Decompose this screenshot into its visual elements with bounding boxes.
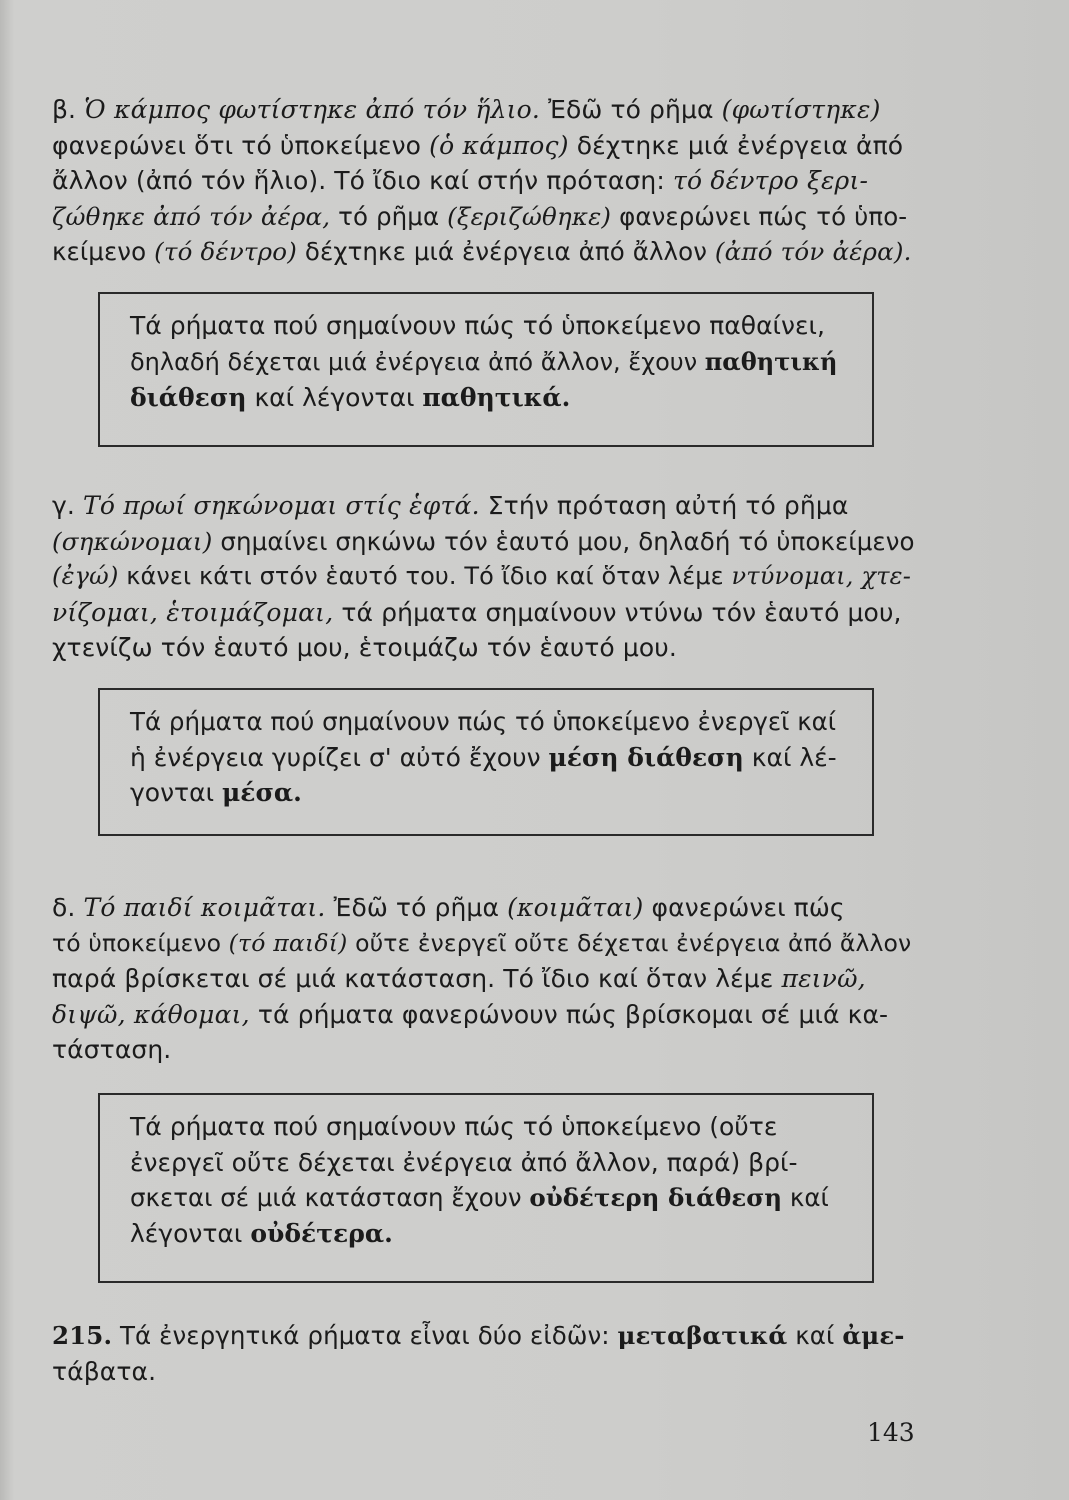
- text: τό ὑποκείμενο: [52, 928, 229, 957]
- text: Στήν πρόταση αὐτή τό ρῆμα: [479, 491, 849, 520]
- rule-text: λέγονται: [130, 1218, 251, 1248]
- text: κείμενο: [52, 237, 155, 266]
- rule-box-passive: [98, 292, 874, 447]
- text: β.: [52, 95, 85, 124]
- example-sentence: Τό παιδί κοιμᾶται.: [83, 893, 326, 922]
- text: τάβατα.: [52, 1356, 157, 1386]
- term-bold: παθητικά.: [422, 383, 571, 412]
- term-bold: μέσα.: [222, 778, 302, 807]
- text: φανερώνει πώς τό ὑπο-: [611, 201, 908, 231]
- rule-text: δηλαδή δέχεται μιά ἐνέργεια ἀπό ἄλλον, ἔχουν: [130, 347, 705, 376]
- text: δ.: [52, 893, 84, 922]
- verb-example: (ξεριζώθηκε): [447, 201, 612, 231]
- text: φανερώνει πώς: [643, 893, 845, 922]
- example-words: νίζομαι, ἑτοιμάζομαι,: [52, 597, 334, 627]
- text: τά ρήματα σημαίνουν ντύνω τόν ἑαυτό μου,: [333, 597, 902, 627]
- text: δέχτηκε μιά ἐνέργεια ἀπό ἄλλον: [297, 237, 715, 266]
- rule-text: σκεται σέ μιά κατάσταση ἔχουν: [130, 1183, 530, 1212]
- agent-example: (ἀπό τόν ἀέρα).: [714, 237, 912, 266]
- text: Τά ἐνεργητικά ρήματα εἶναι δύο εἰδῶν:: [112, 1321, 618, 1350]
- paragraph-215: [52, 1318, 918, 1389]
- rule-text: γονται: [130, 778, 222, 807]
- term-bold: ἀμε-: [842, 1321, 905, 1350]
- rule-box-neutral: [98, 1093, 874, 1283]
- example-words: διψῶ, κάθομαι,: [52, 999, 250, 1029]
- page-number: 143: [867, 1418, 915, 1447]
- text: τάσταση.: [52, 1035, 172, 1064]
- text: καί: [787, 1321, 843, 1350]
- text: τά ρήματα φανερώνουν πώς βρίσκομαι σέ μιά κα-: [249, 999, 889, 1029]
- rule-box-middle: [98, 688, 874, 836]
- rule-text: Τά ρήματα πού σημαίνουν πώς τό ὑποκείμενο παθαίνει,: [130, 311, 825, 340]
- paragraph-gamma: [52, 488, 918, 666]
- text: γ.: [52, 491, 83, 520]
- subject-example: (τό δέντρο): [154, 237, 297, 266]
- example-sentence: Ὁ κάμπος φωτίστηκε ἀπό τόν ἥλιο.: [84, 95, 541, 124]
- verb-example: (φωτίστηκε): [721, 95, 881, 124]
- term-bold: διάθεση: [130, 383, 247, 412]
- paragraph-beta: [52, 92, 918, 270]
- example-sentence: ζώθηκε ἀπό τόν ἀέρα,: [52, 201, 331, 231]
- rule-text: Τά ρήματα πού σημαίνουν πώς τό ὑποκείμενο (οὔτε: [130, 1112, 778, 1141]
- example-words: ντύνομαι, χτε-: [731, 562, 912, 590]
- text: οὔτε ἐνεργεῖ οὔτε δέχεται ἐνέργεια ἀπό ἄλλον: [347, 928, 912, 957]
- rule-text: ἐνεργεῖ οὔτε δέχεται ἐνέργεια ἀπό ἄλλον, παρά) βρί-: [130, 1147, 798, 1177]
- section-number: 215.: [52, 1321, 113, 1350]
- verb-example: (κοιμᾶται): [507, 893, 644, 922]
- text: δέχτηκε μιά ἐνέργεια ἀπό: [568, 130, 904, 160]
- text: κάνει κάτι στόν ἑαυτό του. Τό ἴδιο καί ὅταν λέμε: [118, 562, 732, 590]
- rule-text: καί λέγονται: [246, 383, 423, 412]
- term-bold: μεταβατικά: [617, 1321, 788, 1350]
- term-bold: παθητική: [704, 346, 838, 376]
- paragraph-delta: [52, 890, 918, 1068]
- term-bold: οὐδέτερα.: [250, 1218, 393, 1248]
- rule-text: καί λέ-: [743, 742, 837, 772]
- text: Ἐδῶ τό ρῆμα: [540, 95, 722, 124]
- subject-example: (ἐγώ): [52, 562, 119, 590]
- text: ἄλλον (ἀπό τόν ἥλιο). Τό ἴδιο καί στήν πρόταση:: [52, 166, 673, 195]
- rule-text: καί: [782, 1183, 829, 1212]
- text: φανερώνει ὅτι τό ὑποκείμενο: [52, 130, 430, 160]
- subject-example: (ὁ κάμπος): [429, 130, 569, 160]
- text: τό ρῆμα: [330, 201, 448, 231]
- text: παρά βρίσκεται σέ μιά κατάσταση. Τό ἴδιο καί ὅταν λέμε: [52, 964, 782, 993]
- subject-example: (τό παιδί): [228, 928, 348, 957]
- verb-example: (σηκώνομαι): [52, 526, 213, 556]
- text: χτενίζω τόν ἑαυτό μου, ἑτοιμάζω τόν ἑαυτό μου.: [52, 633, 677, 662]
- text: σημαίνει σηκώνω τόν ἑαυτό μου, δηλαδή τό ὑποκείμενο: [212, 526, 915, 556]
- rule-text: Τά ρήματα πού σημαίνουν πώς τό ὑποκείμενο ἐνεργεῖ καί: [130, 707, 837, 736]
- term-bold: μέση διάθεση: [548, 742, 744, 772]
- example-sentence: τό δέντρο ξερι-: [672, 166, 869, 195]
- text: Ἐδῶ τό ρῆμα: [325, 893, 508, 922]
- term-bold: οὐδέτερη διάθεση: [529, 1183, 783, 1212]
- rule-text: ἡ ἐνέργεια γυρίζει σ' αὐτό ἔχουν: [130, 742, 549, 772]
- example-sentence: Τό πρωί σηκώνομαι στίς ἑφτά.: [83, 491, 480, 520]
- example-words: πεινῶ,: [781, 964, 866, 993]
